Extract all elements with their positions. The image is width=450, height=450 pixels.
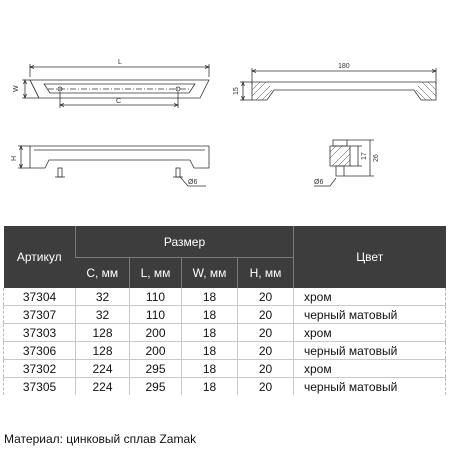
cell-article: 37305 — [4, 378, 76, 396]
cell-c: 32 — [76, 306, 130, 324]
header-size-group: Размер — [76, 226, 294, 258]
cell-article: 37302 — [4, 360, 76, 378]
header-color: Цвет — [294, 226, 446, 288]
cell-l: 200 — [130, 324, 182, 342]
table-row — [4, 288, 446, 306]
cell-h: 20 — [238, 360, 294, 378]
cell-w: 18 — [182, 342, 238, 360]
cell-h: 20 — [238, 324, 294, 342]
cell-color: хром — [294, 288, 446, 306]
dim-label-15: 15 — [233, 87, 240, 95]
cell-h: 20 — [238, 306, 294, 324]
cell-h: 20 — [238, 378, 294, 396]
cell-l: 295 — [130, 360, 182, 378]
cell-c: 224 — [76, 378, 130, 396]
technical-drawings — [0, 0, 450, 222]
cell-c: 32 — [76, 288, 130, 306]
table-row — [4, 378, 446, 396]
cell-l: 110 — [130, 288, 182, 306]
cell-article: 37303 — [4, 324, 76, 342]
table-row — [4, 306, 446, 324]
cell-c: 224 — [76, 360, 130, 378]
dim-label-26: 26 — [373, 154, 380, 162]
cell-h: 20 — [238, 342, 294, 360]
cell-color: черный матовый — [294, 306, 446, 324]
cell-article: 37306 — [4, 342, 76, 360]
material-footnote: Материал: цинковый сплав Zamak — [4, 432, 197, 446]
header-l-mm: L, мм — [130, 258, 182, 289]
dim-label-hole-detail: Ø6 — [314, 179, 324, 186]
dim-label-17: 17 — [361, 152, 368, 160]
cell-w: 18 — [182, 324, 238, 342]
cell-article: 37304 — [4, 288, 76, 306]
cell-c: 128 — [76, 342, 130, 360]
spec-table — [3, 226, 446, 395]
cell-l: 200 — [130, 342, 182, 360]
cell-color: черный матовый — [294, 342, 446, 360]
dim-label-180: 180 — [338, 63, 350, 70]
table-row — [4, 342, 446, 360]
drawing-canvas — [0, 0, 450, 222]
header-article: Артикул — [4, 226, 76, 288]
header-c-mm: C, мм — [76, 258, 130, 289]
table-header-row — [4, 226, 446, 258]
cell-color: хром — [294, 360, 446, 378]
cell-color: черный матовый — [294, 378, 446, 396]
header-h-mm: H, мм — [238, 258, 294, 289]
cell-w: 18 — [182, 360, 238, 378]
dim-label-c: C — [116, 98, 122, 105]
dim-label-h: H — [11, 155, 18, 161]
cell-w: 18 — [182, 288, 238, 306]
table-row — [4, 360, 446, 378]
table-row — [4, 324, 446, 342]
cell-l: 295 — [130, 378, 182, 396]
cell-w: 18 — [182, 306, 238, 324]
cell-color: хром — [294, 324, 446, 342]
dim-label-w: W — [13, 85, 20, 92]
cell-l: 110 — [130, 306, 182, 324]
header-w-mm: W, мм — [182, 258, 238, 289]
cell-article: 37307 — [4, 306, 76, 324]
dim-label-l: L — [118, 59, 122, 66]
cell-h: 20 — [238, 288, 294, 306]
section-view-drawing — [240, 68, 436, 100]
cell-c: 128 — [76, 324, 130, 342]
dim-label-hole-side: Ø6 — [188, 179, 198, 186]
side-view-drawing — [18, 146, 209, 186]
cell-w: 18 — [182, 378, 238, 396]
